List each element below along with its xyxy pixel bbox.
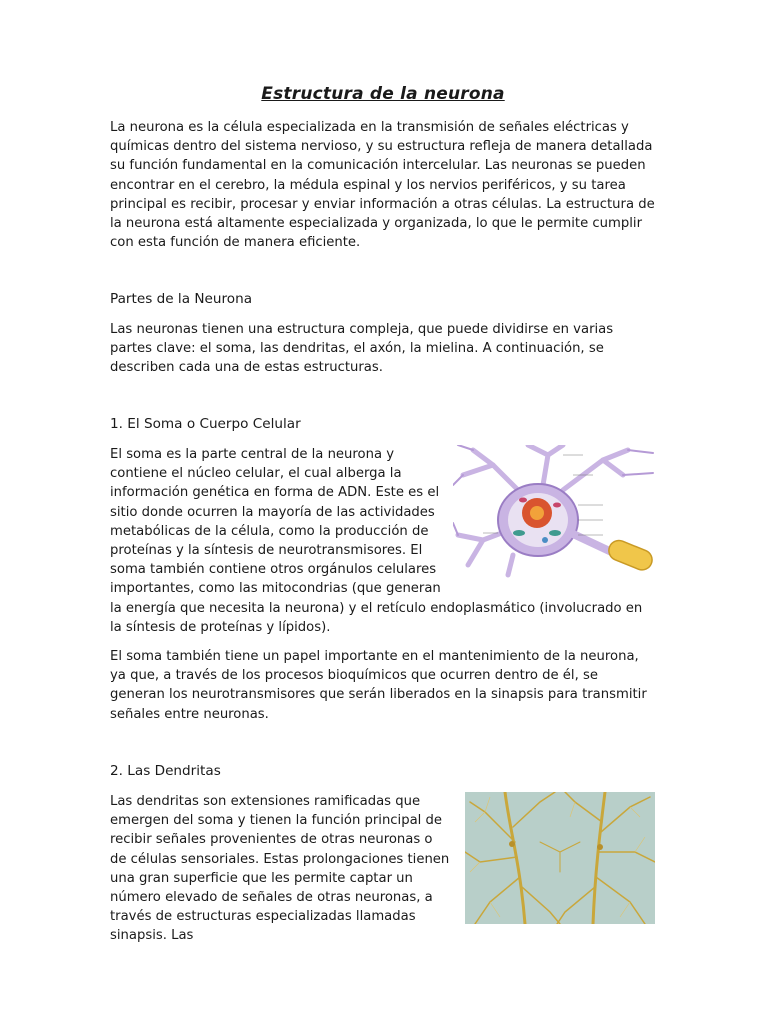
dendritas-paragraph: Las dendritas son extensiones ramificadas que emergen del soma y tienen la función principal de recibir señales provenientes de otras neuronas o de células sensoriales. Estas prolongaciones tienen una gran superficie que les permite captar un número elevado de señales de otras neuronas, a través de estructuras especializadas llamadas sinapsis. Las — [110, 794, 450, 944]
dendrites-svg — [465, 792, 655, 924]
dendrites-illustration — [465, 792, 655, 924]
soma-paragraph: El soma es la parte central de la neurona y contiene el núcleo celular, el cual alberga la información genética en forma de ADN. Este es el sitio donde ocurren la mayoría de las actividades metabólicas de la célula, como la producción de proteínas y la síntesis de neurotransmisores. El soma también contiene otros orgánulos celulares importantes, como las mitocondrias (que generan la energía que necesita la neurona) y el retículo endoplasmático (involucrado en la síntesis de proteínas y lípidos). — [110, 447, 643, 635]
partes-paragraph: Las neuronas tienen una estructura compleja, que puede dividirse en varias partes clave: el soma, las dendritas, el axón, la mielina. A continuación, se describen cada una de estas estructuras. — [110, 322, 614, 376]
intro-paragraph: La neurona es la célula especializada en la transmisión de señales eléctricas y químicas dentro del sistema nervioso, y su estructura refleja de manera detallada su función fundamental en la comunicación intercelular. Las neuronas se pueden encontrar en el cerebro, la médula espinal y los nervios periféricos, y su tarea principal es recibir, procesar y enviar información a otras células. La estructura de la neurona está altamente especializada y organizada, lo que le permite cumplir con esta función de manera eficiente. — [110, 120, 655, 251]
section-heading-soma: 1. El Soma o Cuerpo Celular — [110, 416, 301, 432]
neuron-cell-illustration — [453, 445, 655, 581]
soma-paragraph-2: El soma también tiene un papel importante en el mantenimiento de la neurona, ya que, a través de los procesos bioquímicos que ocurren dentro de él, se generan los neurotransmisores que serán liberados en la sinapsis para transmitir señales entre neuronas. — [110, 649, 647, 722]
document-title: Estructura de la neurona — [261, 84, 505, 104]
neuron-cell-svg — [453, 445, 655, 581]
section-heading-partes: Partes de la Neurona — [110, 291, 253, 307]
soma-block — [110, 445, 655, 637]
section-heading-dendritas: 2. Las Dendritas — [110, 763, 221, 779]
dendritas-block — [110, 792, 655, 946]
